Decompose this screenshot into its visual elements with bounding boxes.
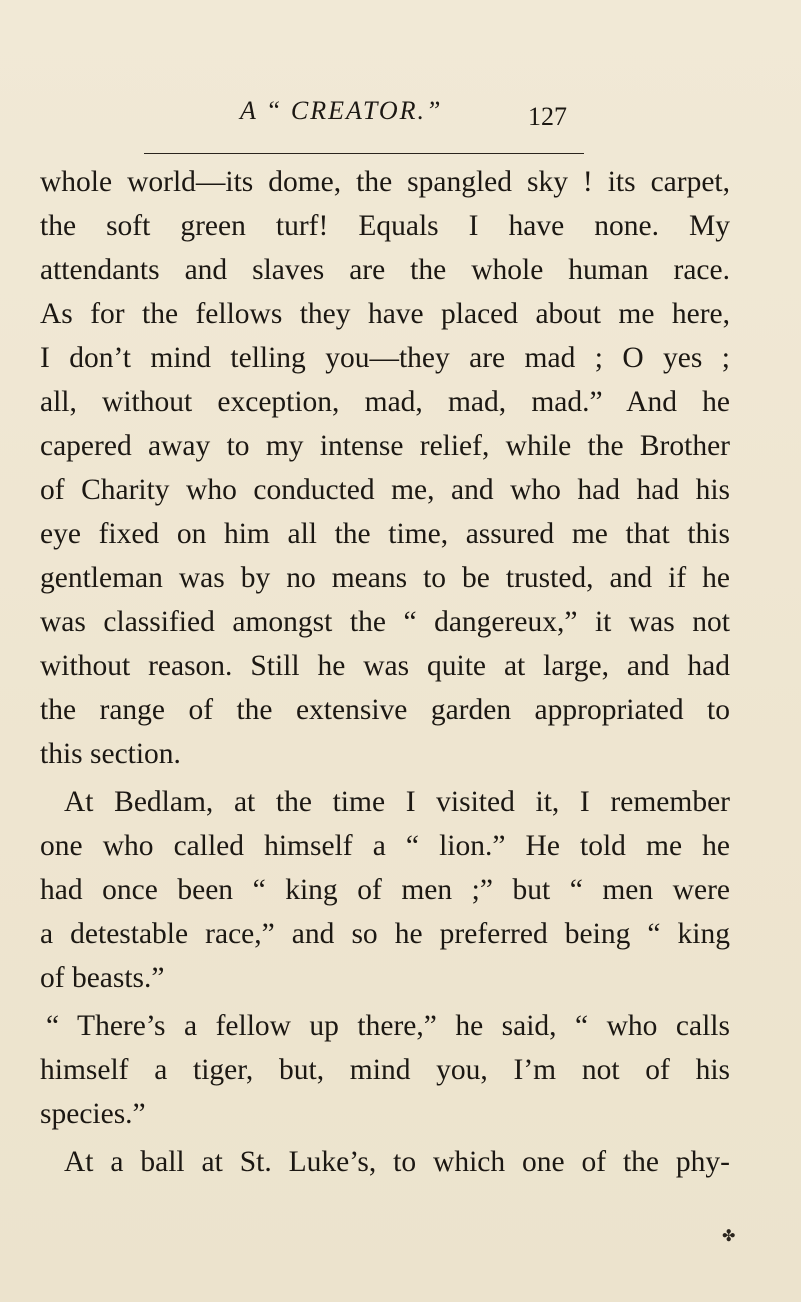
text-line: this section. xyxy=(40,738,181,770)
page-number: 127 xyxy=(528,102,567,131)
printer-mark: ✤ xyxy=(722,1228,736,1245)
text-line: had once been “ king of men ;” but “ men were xyxy=(40,874,730,906)
text-line: without reason. Still he was quite at large, and had xyxy=(40,650,730,682)
text-line: the soft green turf! Equals I have none. My xyxy=(40,210,730,242)
text-line: himself a tiger, but, mind you, I’m not of his xyxy=(40,1054,730,1086)
text-line: of Charity who conducted me, and who had had his xyxy=(40,474,730,506)
text-line: capered away to my intense relief, while the Brother xyxy=(40,430,730,462)
text-line: of beasts.” xyxy=(40,962,165,994)
text-line: eye fixed on him all the time, assured me that this xyxy=(40,518,730,550)
text-line: I don’t mind telling you—they are mad ; O yes ; xyxy=(40,342,730,374)
text-line: all, without exception, mad, mad, mad.” And he xyxy=(40,386,730,418)
text-line: species.” xyxy=(40,1098,146,1130)
paragraph-start-line: “ There’s a fellow up there,” he said, “ who calls xyxy=(46,1010,730,1042)
text-line: one who called himself a “ lion.” He told me he xyxy=(40,830,730,862)
text-line: attendants and slaves are the whole human race. xyxy=(40,254,730,286)
running-title: A “ CREATOR.” xyxy=(240,96,443,125)
paragraph-start-line: At Bedlam, at the time I visited it, I remember xyxy=(64,786,730,818)
running-head xyxy=(0,96,801,136)
text-line: whole world—its dome, the spangled sky ! its carpet, xyxy=(40,166,730,198)
paragraph-start-line: At a ball at St. Luke’s, to which one of the phy- xyxy=(64,1146,730,1178)
text-line: was classified amongst the “ dangereux,” it was not xyxy=(40,606,730,638)
text-line: As for the fellows they have placed about me here, xyxy=(40,298,730,330)
text-line: the range of the extensive garden appropriated to xyxy=(40,694,730,726)
text-line: a detestable race,” and so he preferred being “ king xyxy=(40,918,730,950)
text-line: gentleman was by no means to be trusted, and if he xyxy=(40,562,730,594)
header-rule xyxy=(144,153,584,154)
